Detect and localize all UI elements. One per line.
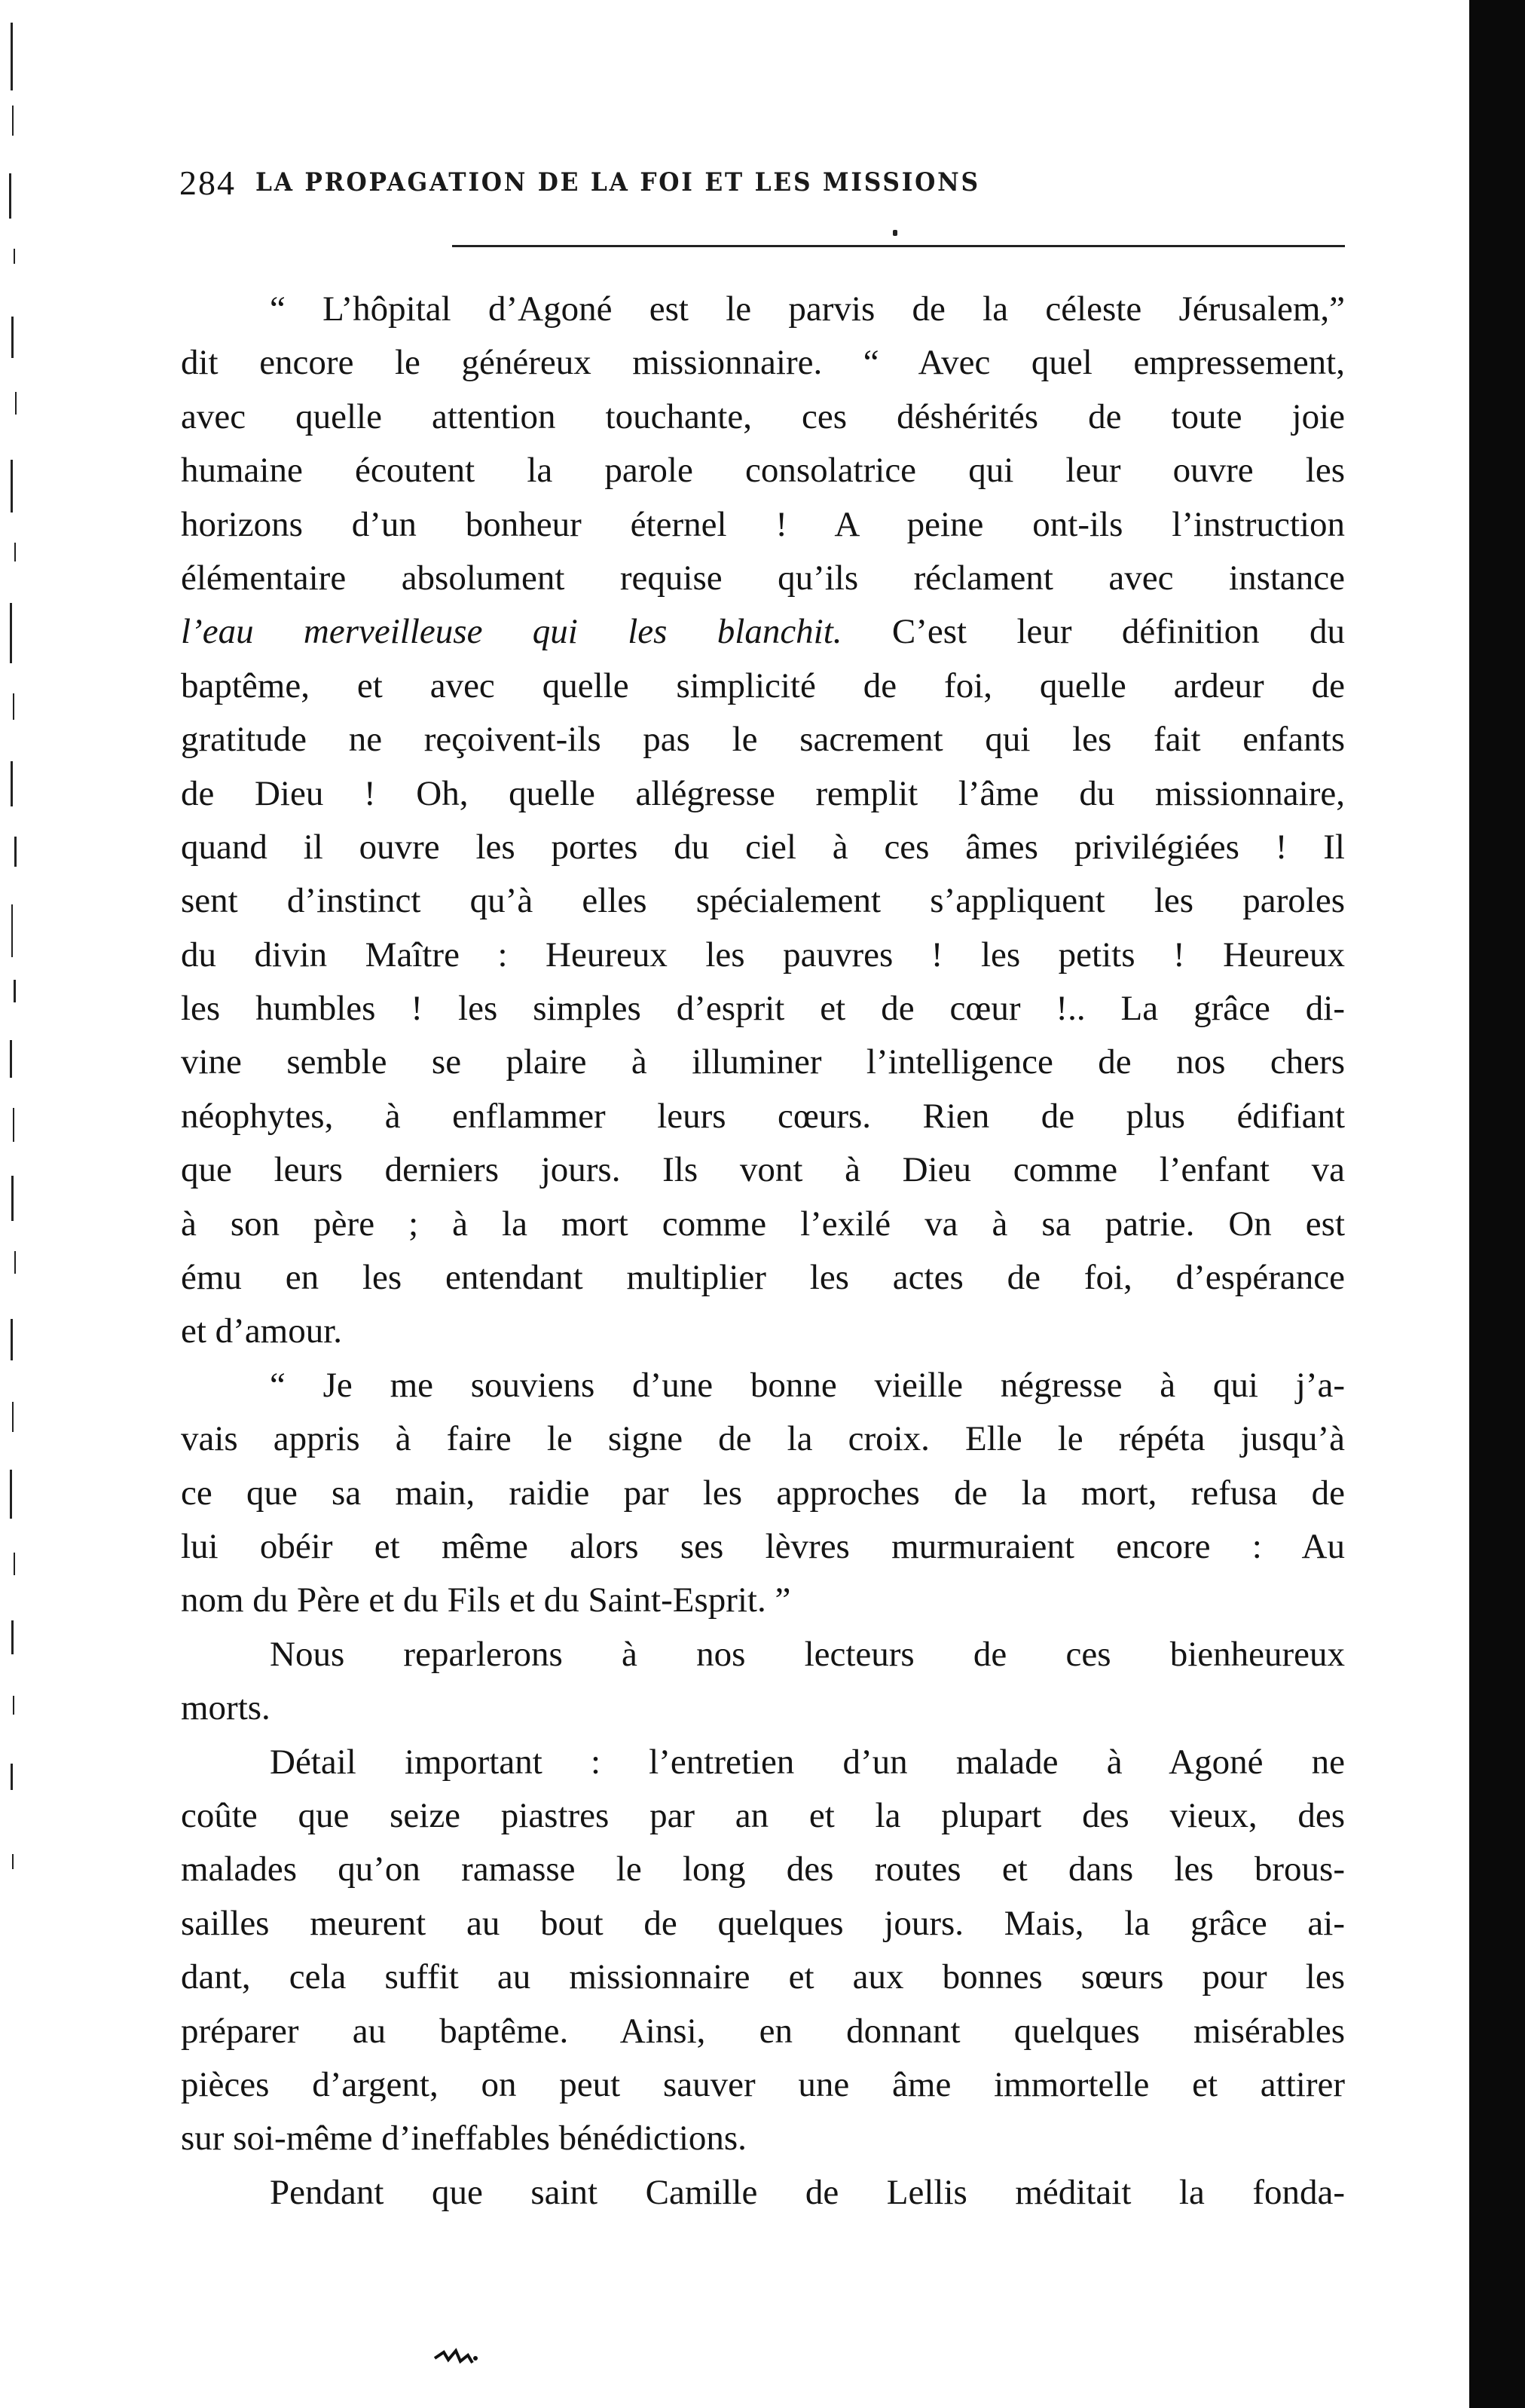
body-text (181, 283, 1345, 2220)
scan-right-border (1469, 0, 1525, 2408)
text-line: Nous reparlerons à nos lecteurs de ces bienheureux (270, 1634, 1345, 1674)
text-line: “ Je me souviens d’une bonne vieille négresse à qui j’a- (270, 1365, 1345, 1405)
text-line: dit encore le généreux missionnaire. “ Avec quel empressement, (181, 343, 1345, 383)
print-mark (433, 2348, 478, 2367)
text-line: baptême, et avec quelle simplicité de foi, quelle ardeur de (181, 665, 1345, 705)
text-line: Détail important : l’entretien d’un malade à Agoné ne (270, 1742, 1345, 1782)
text-line: quand il ouvre les portes du ciel à ces âmes privilégiées ! Il (181, 827, 1345, 867)
text-line: du divin Maître : Heureux les pauvres ! les petits ! Heureux (181, 935, 1345, 975)
italic-phrase: l’eau merveilleuse qui les blanchit. (181, 612, 842, 652)
header-ornament-dot (893, 230, 897, 236)
page-number: 284 (179, 163, 236, 202)
text-line: humaine écoutent la parole consolatrice qui leur ouvre les (181, 451, 1345, 491)
text-line: vais appris à faire le signe de la croix. Elle le répéta jusqu’à (181, 1419, 1345, 1459)
text-line: sent d’instinct qu’à elles spécialement s’appliquent les paroles (181, 881, 1345, 921)
page-header (179, 160, 1355, 205)
text-line: lui obéir et même alors ses lèvres murmuraient encore : Au (181, 1526, 1345, 1566)
text-line: ému en les entendant multiplier les actes de foi, d’espérance (181, 1258, 1345, 1298)
text-line (181, 605, 1345, 659)
text-line: néophytes, à enflammer leurs cœurs. Rien de plus édifiant (181, 1096, 1345, 1136)
text-line: de Dieu ! Oh, quelle allégresse remplit l’âme du missionnaire, (181, 773, 1345, 813)
text-line: gratitude ne reçoivent-ils pas le sacrement qui les fait enfants (181, 720, 1345, 760)
text-line: à son père ; à la mort comme l’exilé va à sa patrie. On est (181, 1204, 1345, 1244)
text-line: sailles meurent au bout de quelques jours. Mais, la grâce ai- (181, 1903, 1345, 1943)
text-line: et d’amour. (181, 1311, 343, 1351)
text-line: dant, cela suffit au missionnaire et aux bonnes sœurs pour les (181, 1957, 1345, 1997)
text-line: Pendant que saint Camille de Lellis méditait la fonda- (270, 2172, 1345, 2212)
text-line: vine semble se plaire à illuminer l’intelligence de nos chers (181, 1042, 1345, 1082)
text-line: horizons d’un bonheur éternel ! A peine ont-ils l’instruction (181, 504, 1345, 544)
text-line: sur soi-même d’ineffables bénédictions. (181, 2119, 747, 2159)
text-line: élémentaire absolument requise qu’ils réclament avec instance (181, 558, 1345, 598)
text-line: malades qu’on ramasse le long des routes et dans les brous- (181, 1850, 1345, 1889)
text-line: préparer au baptême. Ainsi, en donnant quelques misérables (181, 2011, 1345, 2051)
header-rule (452, 245, 1345, 247)
scan-edge-artifacts (8, 0, 29, 1884)
text-line: pièces d’argent, on peut sauver une âme immortelle et attirer (181, 2064, 1345, 2104)
text-line: morts. (181, 1688, 270, 1728)
running-head: LA PROPAGATION DE LA FOI ET LES MISSIONS (255, 167, 980, 197)
text-line: avec quelle attention touchante, ces déshérités de toute joie (181, 396, 1345, 436)
text-line: que leurs derniers jours. Ils vont à Dieu comme l’enfant va (181, 1150, 1345, 1190)
text-line: les humbles ! les simples d’esprit et de cœur !.. La grâce di- (181, 989, 1345, 1029)
text-line: “ L’hôpital d’Agoné est le parvis de la céleste Jérusalem,” (270, 289, 1345, 329)
line-text: C’est leur définition du (842, 612, 1345, 652)
text-line: nom du Père et du Fils et du Saint-Esprit. ” (181, 1580, 791, 1620)
text-line: coûte que seize piastres par an et la plupart des vieux, des (181, 1795, 1345, 1835)
text-line: ce que sa main, raidie par les approches de la mort, refusa de (181, 1473, 1345, 1513)
